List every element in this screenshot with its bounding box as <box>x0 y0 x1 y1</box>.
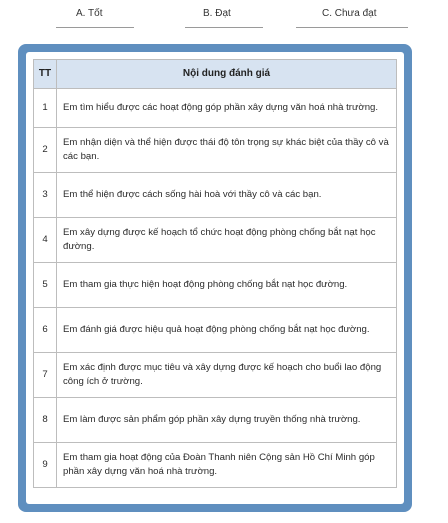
option-c-label: C. Chưa đạt <box>322 8 377 19</box>
rating-options <box>0 0 448 30</box>
option-a-line <box>56 27 134 28</box>
table-row <box>34 353 397 398</box>
table-row <box>34 263 397 308</box>
row-text: Em xác định được mục tiêu và xây dựng được kế hoạch cho buổi lao động công ích ở trường. <box>57 353 397 398</box>
row-text: Em đánh giá được hiệu quả hoạt động phòng chống bắt nạt học đường. <box>57 308 397 353</box>
row-number: 8 <box>34 398 57 443</box>
row-text: Em xây dựng được kế hoạch tổ chức hoạt động phòng chống bắt nạt học đường. <box>57 218 397 263</box>
row-number: 7 <box>34 353 57 398</box>
option-a-label: A. Tốt <box>76 8 103 19</box>
option-c-line <box>296 27 408 28</box>
table-header-row <box>34 60 397 89</box>
table-row <box>34 443 397 488</box>
row-text: Em làm được sản phẩm góp phần xây dựng truyền thống nhà trường. <box>57 398 397 443</box>
row-number: 4 <box>34 218 57 263</box>
table-row <box>34 308 397 353</box>
row-number: 1 <box>34 89 57 128</box>
row-text: Em thể hiện được cách sống hài hoà với thầy cô và các bạn. <box>57 173 397 218</box>
option-b-label: B. Đạt <box>203 8 231 19</box>
table-row <box>34 218 397 263</box>
evaluation-table <box>33 59 397 488</box>
row-number: 9 <box>34 443 57 488</box>
table-row <box>34 173 397 218</box>
table-row <box>34 128 397 173</box>
row-text: Em nhận diện và thể hiện được thái độ tôn trọng sự khác biệt của thầy cô và các bạn. <box>57 128 397 173</box>
header-content: Nội dung đánh giá <box>57 60 397 89</box>
row-number: 6 <box>34 308 57 353</box>
table-row <box>34 89 397 128</box>
row-text: Em tham gia hoạt động của Đoàn Thanh niên Cộng sản Hồ Chí Minh góp phần xây dựng văn hoá nhà trường. <box>57 443 397 488</box>
row-number: 5 <box>34 263 57 308</box>
row-number: 2 <box>34 128 57 173</box>
row-text: Em tham gia thực hiện hoạt động phòng chống bắt nạt học đường. <box>57 263 397 308</box>
row-text: Em tìm hiểu được các hoạt động góp phần xây dựng văn hoá nhà trường. <box>57 89 397 128</box>
option-b-line <box>185 27 263 28</box>
header-tt: TT <box>34 60 57 89</box>
evaluation-frame <box>18 44 412 512</box>
evaluation-paper <box>26 52 404 504</box>
row-number: 3 <box>34 173 57 218</box>
table-row <box>34 398 397 443</box>
